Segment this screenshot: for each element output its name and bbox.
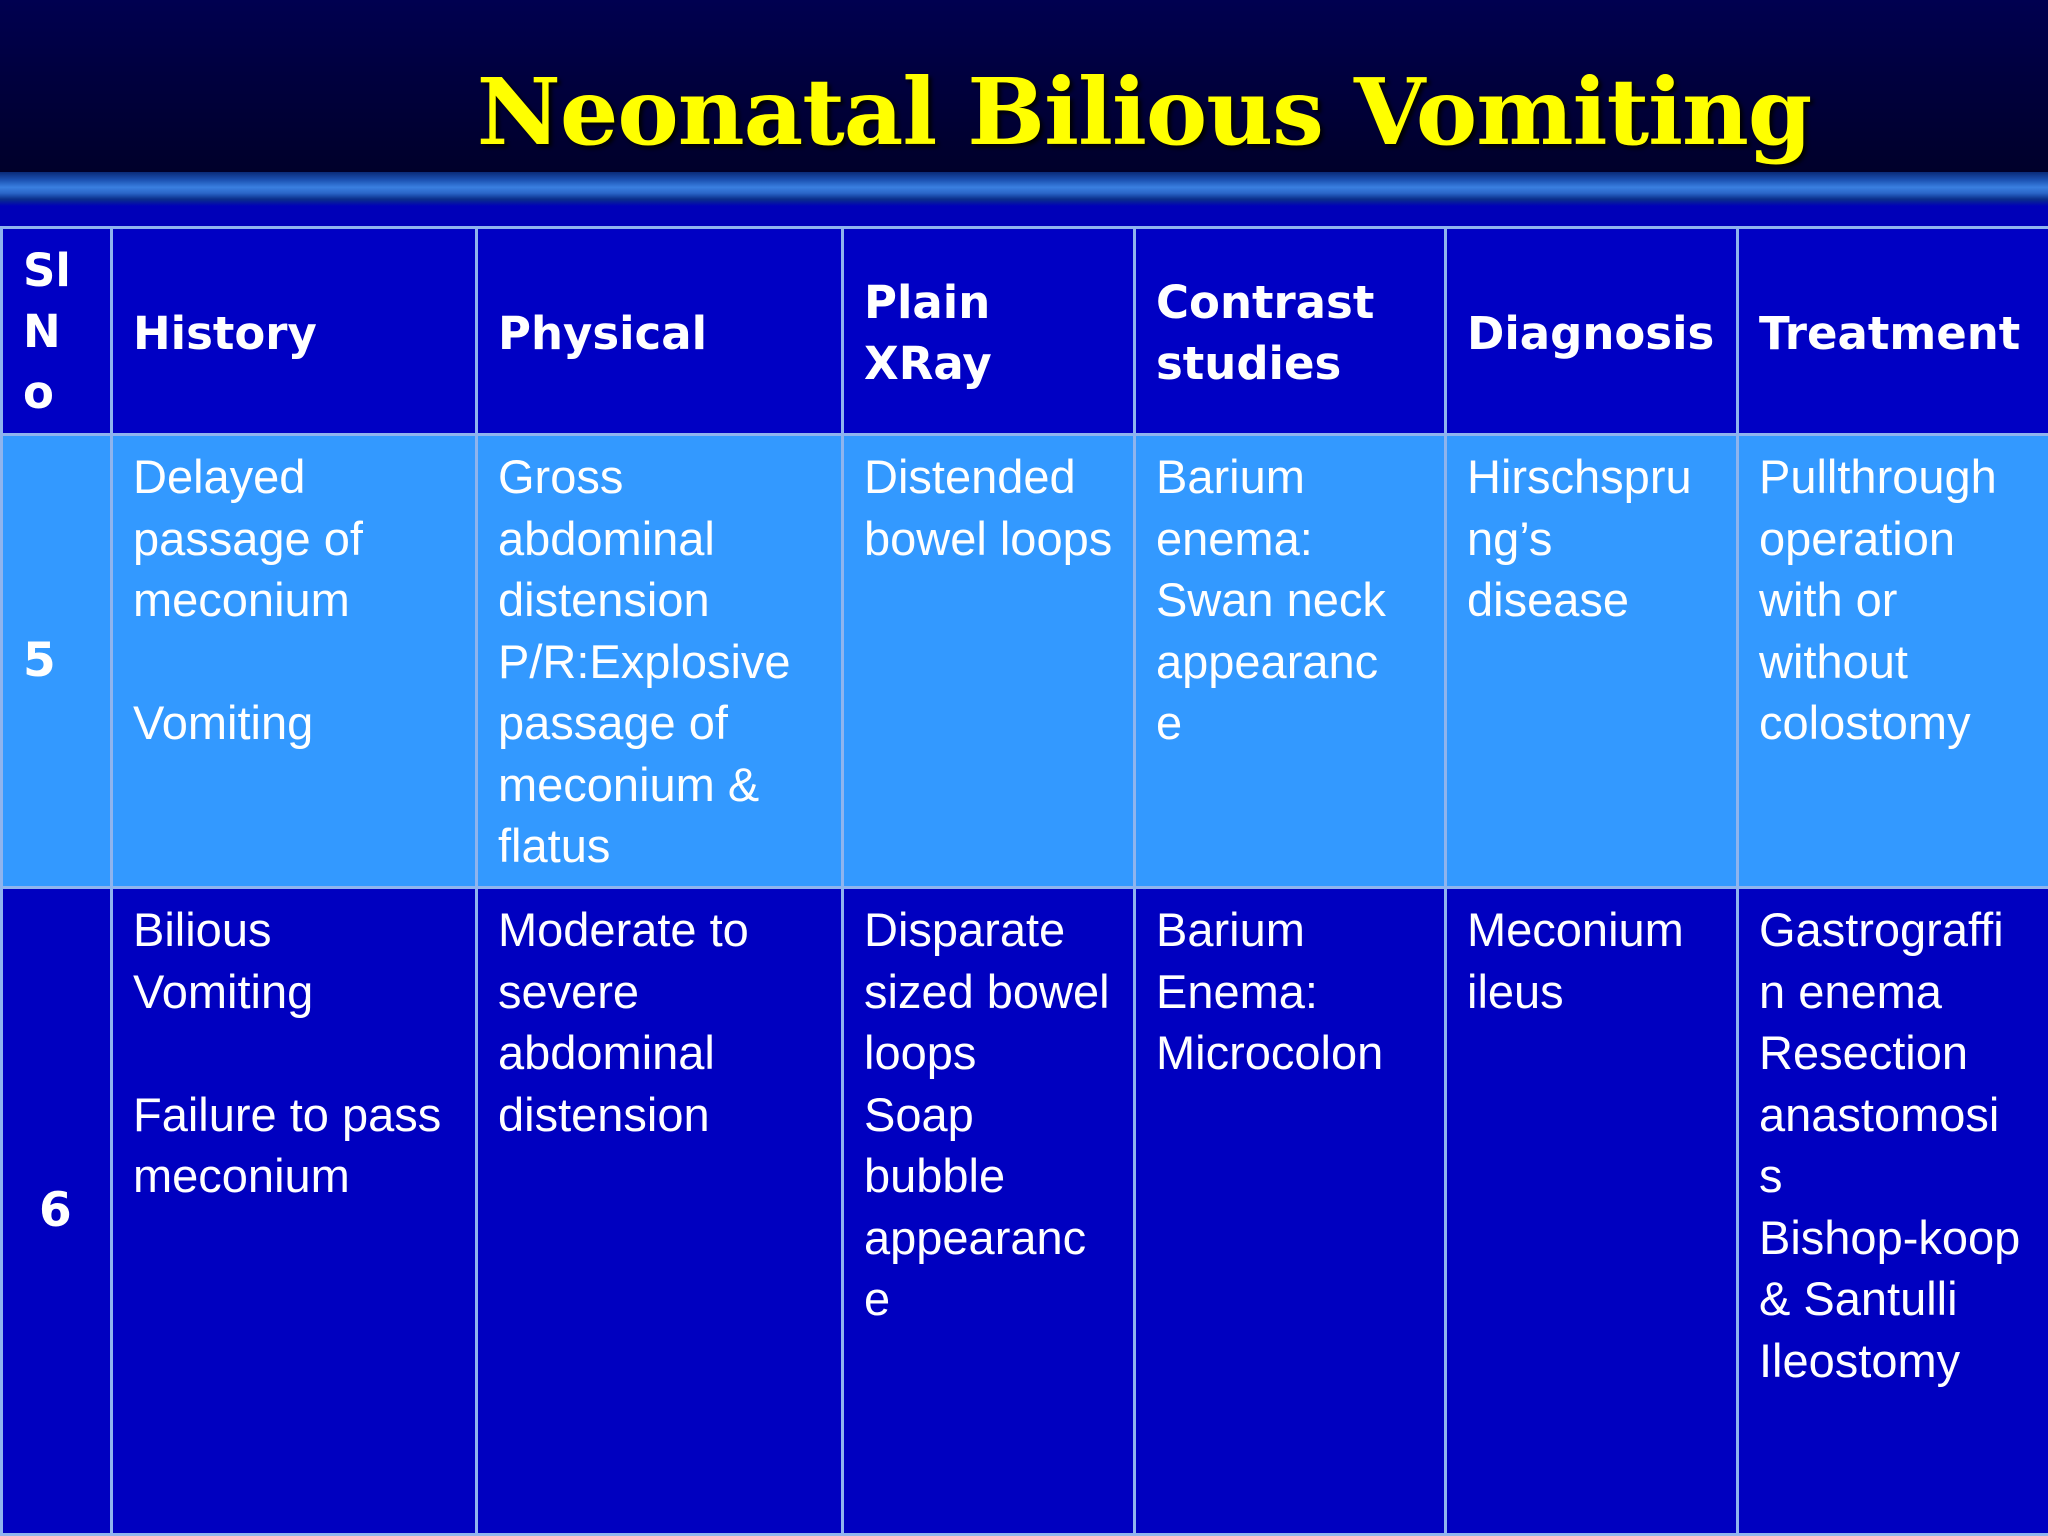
header-plain-xray: Plain XRay bbox=[843, 228, 1135, 435]
comparison-table-container bbox=[0, 226, 2048, 1536]
cell-plain-xray: Distended bowel loops bbox=[843, 435, 1135, 888]
cell-physical: Gross abdominal distension P/R:Explosive passage of meconium & flatus bbox=[477, 435, 843, 888]
cell-sl-no: 5 bbox=[2, 435, 112, 888]
slide-title: Neonatal Bilious Vomiting bbox=[476, 58, 1812, 166]
table-row bbox=[2, 435, 2048, 888]
header-sl-no: Sl N o bbox=[2, 228, 112, 435]
cell-history: Bilious Vomiting Failure to pass meconium bbox=[112, 888, 477, 1535]
header-contrast-studies: Contrast studies bbox=[1135, 228, 1446, 435]
cell-treatment: Gastrograffi n enema Resection anastomosi s Bishop-koop & Santulli Ileostomy bbox=[1738, 888, 2048, 1535]
cell-diagnosis: Meconium ileus bbox=[1446, 888, 1738, 1535]
comparison-table bbox=[0, 226, 2048, 1536]
cell-sl-no: 6 bbox=[2, 888, 112, 1535]
header-physical: Physical bbox=[477, 228, 843, 435]
table-row bbox=[2, 888, 2048, 1535]
cell-contrast-studies: Barium Enema: Microcolon bbox=[1135, 888, 1446, 1535]
table-header-row bbox=[2, 228, 2048, 435]
cell-diagnosis: Hirschspru ng’s disease bbox=[1446, 435, 1738, 888]
cell-plain-xray: Disparate sized bowel loops Soap bubble appearanc e bbox=[843, 888, 1135, 1535]
header-treatment: Treatment bbox=[1738, 228, 2048, 435]
header-history: History bbox=[112, 228, 477, 435]
header-diagnosis: Diagnosis bbox=[1446, 228, 1738, 435]
cell-history: Delayed passage of meconium Vomiting bbox=[112, 435, 477, 888]
cell-contrast-studies: Barium enema: Swan neck appearanc e bbox=[1135, 435, 1446, 888]
cell-physical: Moderate to severe abdominal distension bbox=[477, 888, 843, 1535]
cell-treatment: Pullthrough operation with or without colostomy bbox=[1738, 435, 2048, 888]
decorative-stripe bbox=[0, 172, 2048, 206]
